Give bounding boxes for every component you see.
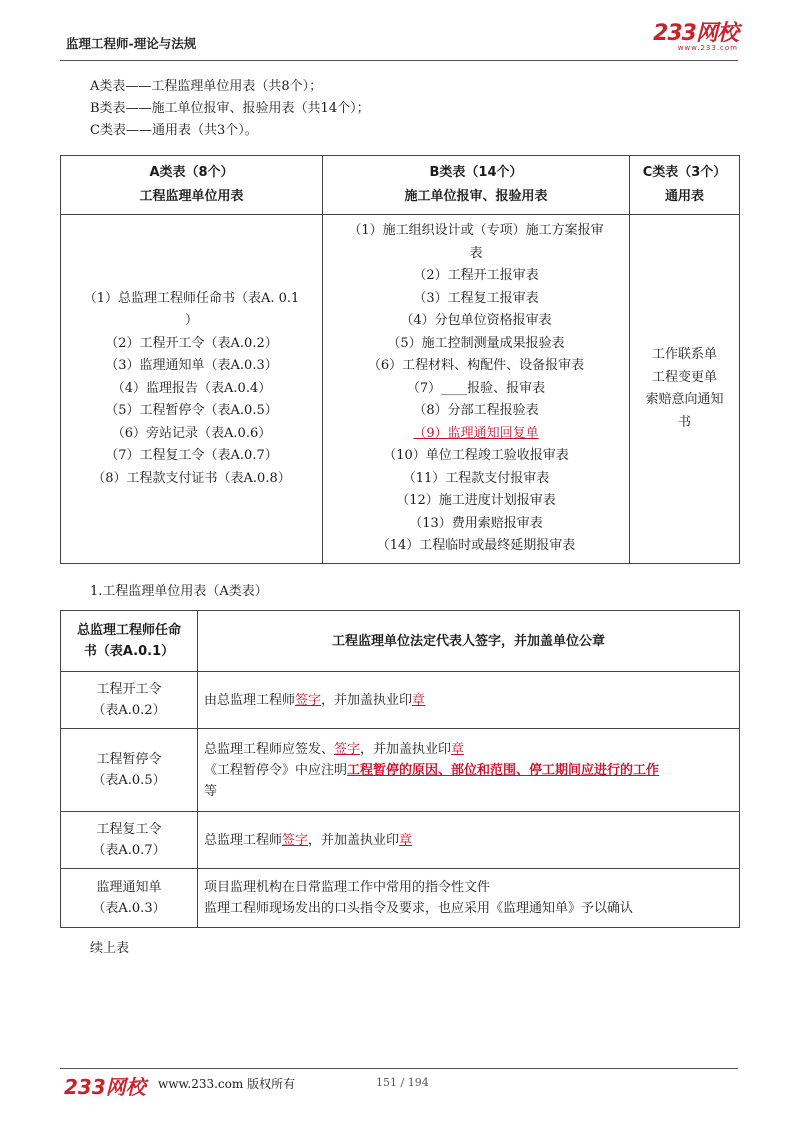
col-header-c: C类表（3个） 通用表 <box>630 156 740 215</box>
col-header-a: A类表（8个） 工程监理单位用表 <box>61 156 323 215</box>
table-row <box>61 869 740 928</box>
row-key: 总监理工程师任命 书（表A.0.1） <box>61 611 198 672</box>
page-footer <box>60 1068 738 1099</box>
list-item: （13）费用索赔报审表 <box>409 515 543 531</box>
list-item: （10）单位工程竣工验收报审表 <box>383 448 569 464</box>
list-item: （2）工程开工令（表A.0.2） <box>105 335 278 351</box>
list-item: 工作联系单 <box>651 347 717 362</box>
table-row <box>61 611 740 672</box>
list-item-highlighted: （9）监理通知回复单 <box>413 425 539 441</box>
row-key: 监理通知单 （表A.0.3） <box>61 869 198 928</box>
page-number: 151 / 194 <box>376 1076 429 1089</box>
c-items-cell <box>630 215 740 564</box>
col-header-b: B类表（14个） 施工单位报审、报验用表 <box>323 156 630 215</box>
row-key: 工程复工令 （表A.0.7） <box>61 812 198 869</box>
list-item: ） <box>184 313 198 329</box>
list-item: （5）工程暂停令（表A.0.5） <box>105 403 278 419</box>
list-item: （12）施工进度计划报审表 <box>396 493 556 509</box>
row-value: 项目监理机构在日常监理工作中常用的指令性文件 监理工程师现场发出的口头指令及要求，也应采用《监理通知单》予以确认 <box>198 869 740 928</box>
form-category-table <box>60 155 740 564</box>
list-item: （3）监理通知单（表A.0.3） <box>105 358 278 374</box>
section-title: 1.工程监理单位用表（A类表） <box>90 584 268 599</box>
list-item: （7）工程复工令（表A.0.7） <box>105 448 278 464</box>
list-item: （2）工程开工报审表 <box>413 268 539 284</box>
list-item: 索赔意向通知 <box>645 392 724 407</box>
list-item: （4）监理报告（表A.0.4） <box>111 380 272 396</box>
list-item: （4）分包单位资格报审表 <box>400 313 552 329</box>
continue-note: 续上表 <box>90 941 130 956</box>
page-header <box>60 22 738 61</box>
footer-logo[interactable]: 233网校 <box>64 1075 146 1099</box>
table-row <box>61 672 740 729</box>
table-row <box>61 812 740 869</box>
row-value: 总监理工程师应签发、签字，并加盖执业印章 《工程暂停令》中应注明工程暂停的原因、部位和范围、停工期间应进行的工作 等 <box>198 729 740 812</box>
list-item: （8）工程款支付证书（表A.0.8） <box>92 470 291 486</box>
list-item: （11）工程款支付报审表 <box>402 470 550 486</box>
list-item: （14）工程临时或最终延期报审表 <box>376 538 576 554</box>
intro-line: B类表——施工单位报审、报验用表（共14个）； <box>90 101 370 116</box>
brand-logo[interactable] <box>653 22 738 52</box>
a-forms-table <box>60 610 740 928</box>
row-value: 工程监理单位法定代表人签字，并加盖单位公章 <box>198 611 740 672</box>
list-item: （5）施工控制测量成果报验表 <box>387 335 565 351</box>
list-item: 表 <box>469 245 483 261</box>
document-title: 监理工程师-理论与法规 <box>66 36 197 51</box>
logo-text: 233网校 <box>653 21 738 46</box>
row-value: 总监理工程师签字，并加盖执业印章 <box>198 812 740 869</box>
intro-line: A类表——工程监理单位用表（共8个）； <box>90 79 323 94</box>
a-items-cell <box>61 215 323 564</box>
row-value: 由总监理工程师签字，并加盖执业印章 <box>198 672 740 729</box>
list-item: （8）分部工程报验表 <box>413 403 539 419</box>
b-items-cell <box>323 215 630 564</box>
intro-line: C类表——通用表（共3个）。 <box>90 123 258 138</box>
list-item: （3）工程复工报审表 <box>413 290 539 306</box>
footer-copyright: www.233.com 版权所有 <box>158 1077 296 1091</box>
list-item: （6）旁站记录（表A.0.6） <box>111 425 272 441</box>
list-item: 工程变更单 <box>651 369 717 385</box>
table-row <box>61 729 740 812</box>
list-item: 书 <box>677 414 691 430</box>
list-item: （7）____报验、报审表 <box>406 380 546 396</box>
list-item: （1）施工组织设计或（专项）施工方案报审 <box>348 223 604 239</box>
intro-list <box>90 76 370 142</box>
list-item: （6）工程材料、构配件、设备报审表 <box>367 358 585 374</box>
logo-url: www.233.com <box>677 44 738 52</box>
list-item: （1）总监理工程师任命书（表A. 0.1 <box>83 290 300 306</box>
row-key: 工程开工令 （表A.0.2） <box>61 672 198 729</box>
row-key: 工程暂停令 （表A.0.5） <box>61 729 198 812</box>
